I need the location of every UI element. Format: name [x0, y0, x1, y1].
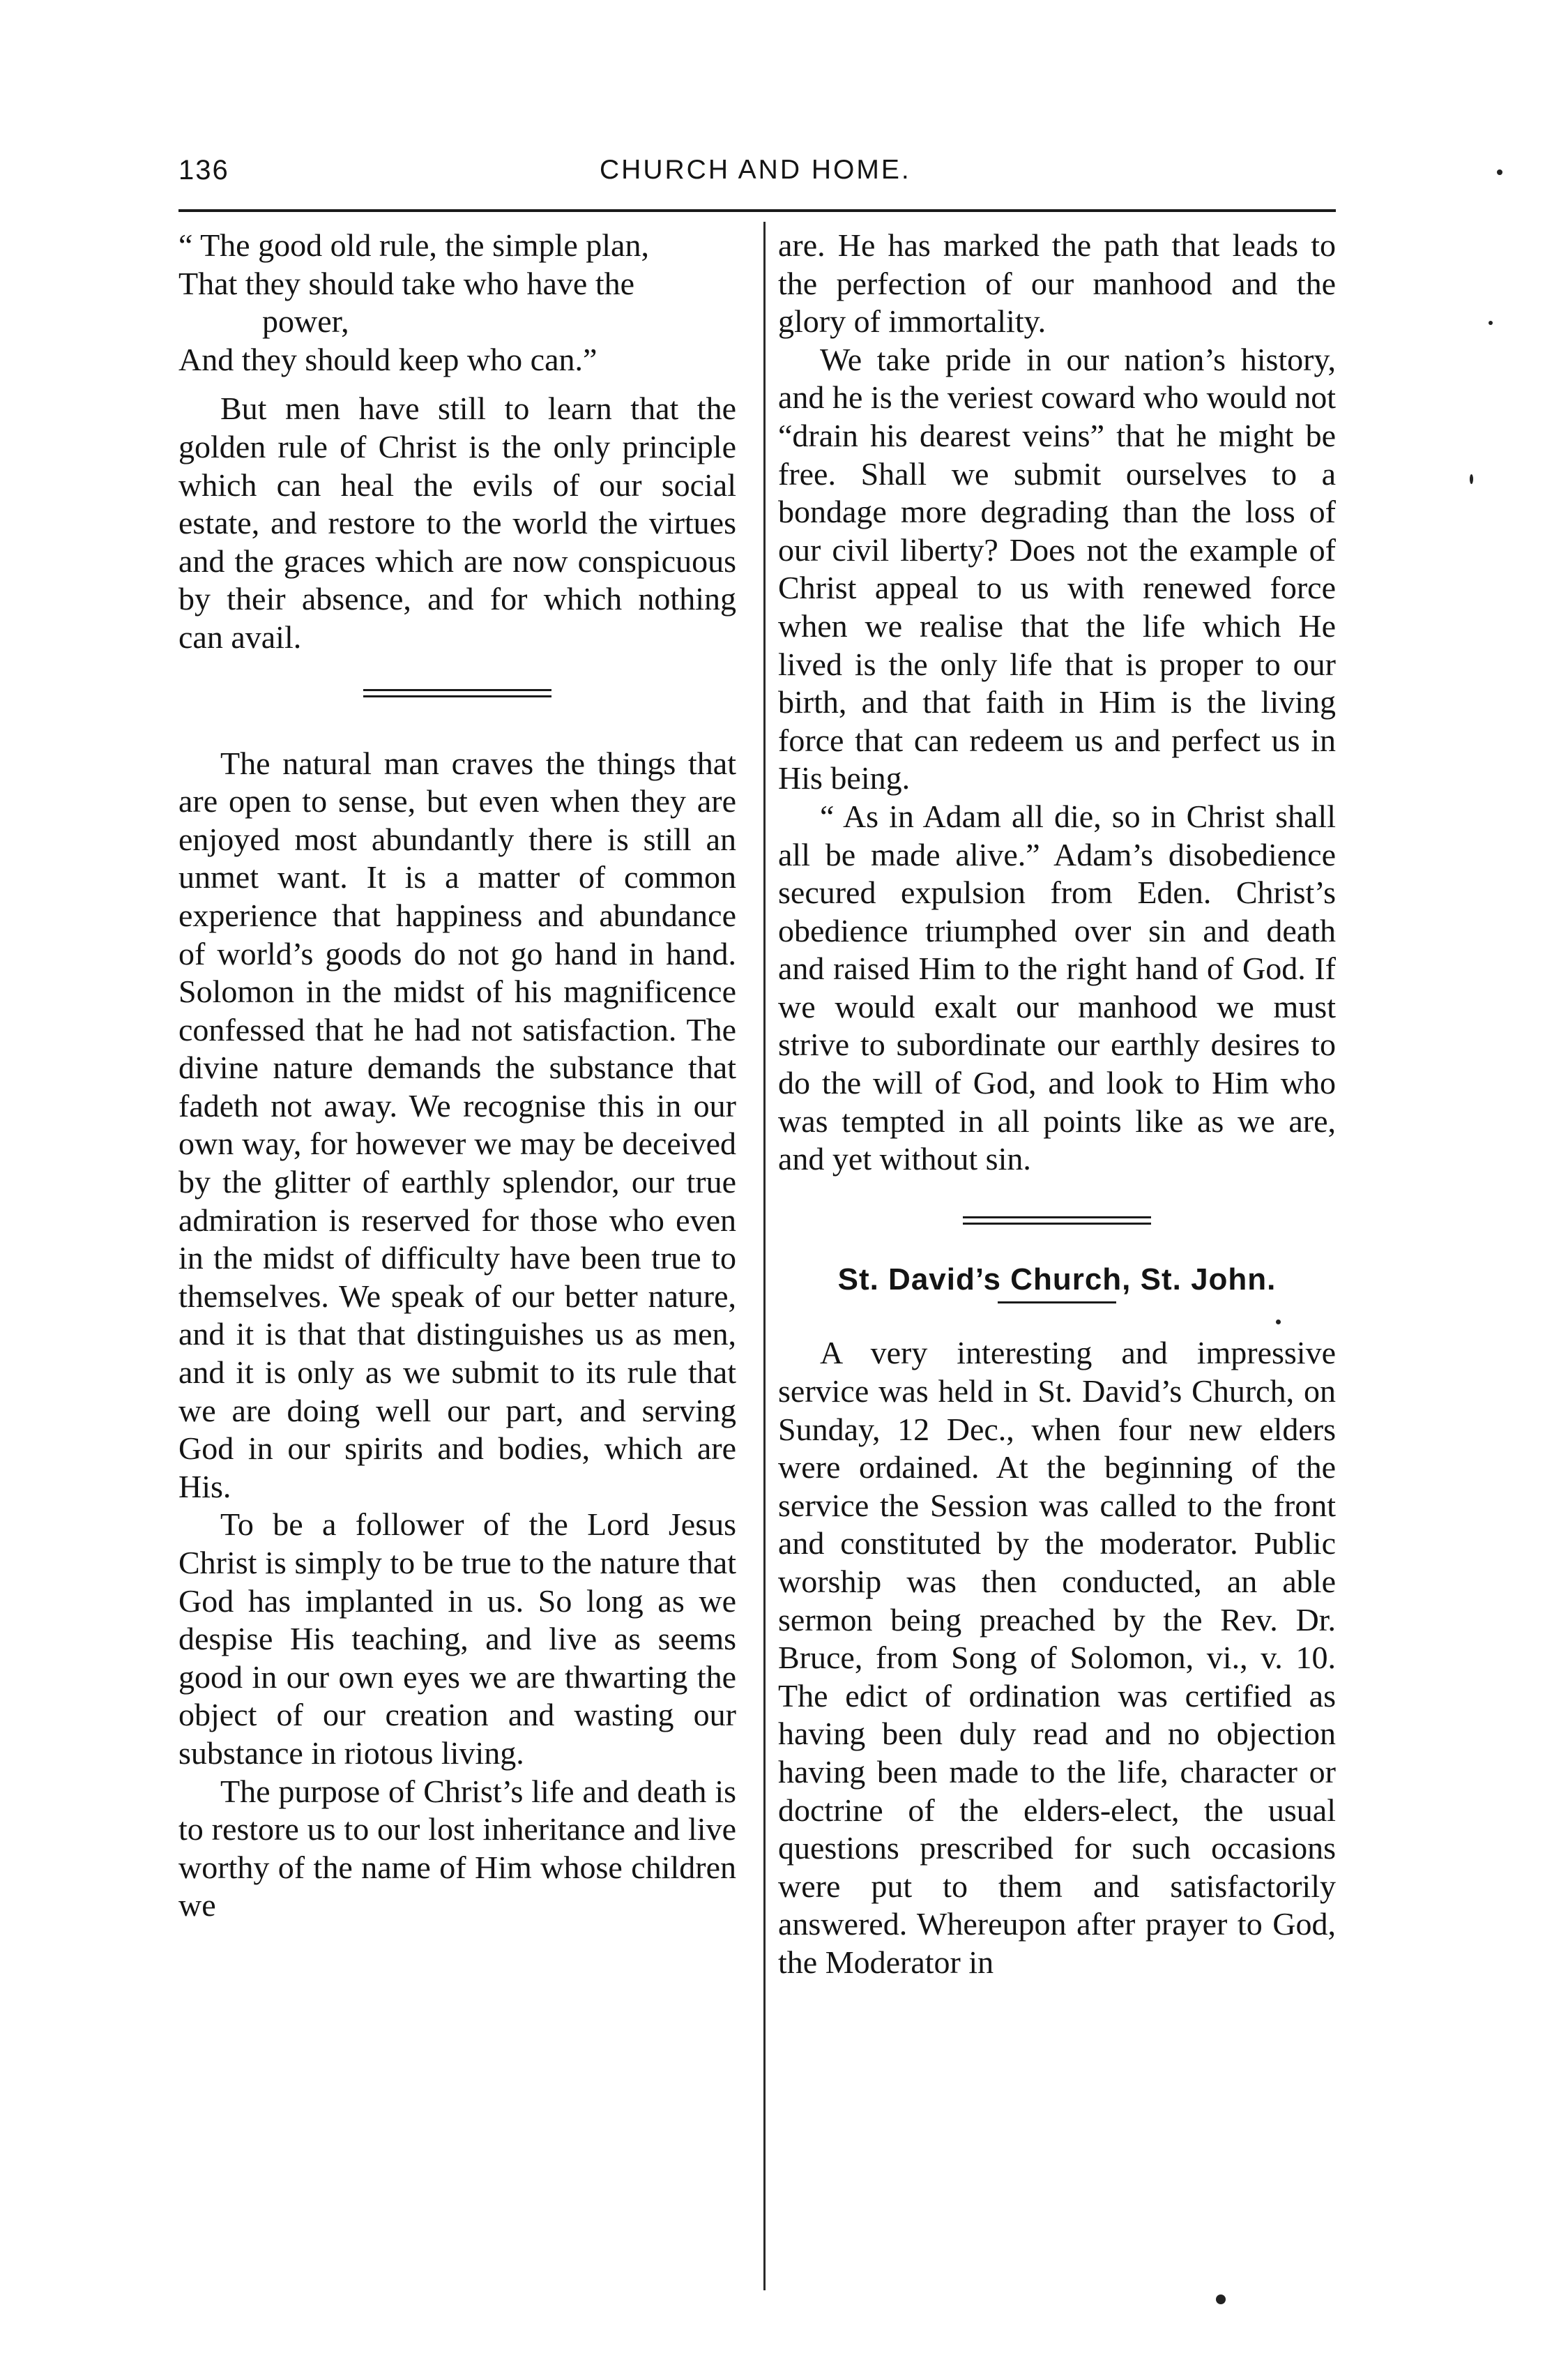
page-header [178, 155, 1330, 195]
scan-speck [1216, 2294, 1226, 2304]
left-column [178, 227, 736, 1925]
section-divider [363, 689, 551, 697]
page-number: 136 [178, 155, 229, 186]
paragraph: The natural man craves the things that are open to sense, but even when they are enjoyed most abundantly there is still an unmet want. It is a matter of common experience that happiness and abundance of world’s goods do not go hand in hand. Solomon in the midst of his magnificence confessed that he had not satisfaction. The divine nature demands the substance that fadeth not away. We recognise this in our own way, for however we may be deceived by the glitter of earthly splendor, our true admiration is reserved for those who even in the midst of difficulty have been true to themselves. We speak of our better nature, and it is that that distinguishes us as men, and it is only as we submit to its rule that we are doing well our part, and serving God in our spirits and bodies, which are His. [178, 745, 736, 1504]
paragraph: To be a follower of the Lord Jesus Christ is simply to be true to the nature that God has implanted in us. So long as we despise His teaching, and live as seems good in our own eyes we are thwarting the object of our creation and wasting our substance in riotous living. [178, 1506, 736, 1771]
scan-speck [1497, 169, 1502, 175]
poem-line: “ The good old rule, the simple plan, [178, 227, 649, 263]
scan-speck [1470, 474, 1473, 484]
poem-quotation [178, 227, 736, 379]
poem-line: And they should keep who can.” [178, 341, 597, 377]
section-heading: St. David’s Church, St. John. [837, 1262, 1277, 1296]
paragraph: We take pride in our nation’s history, and he is the veriest coward who would not “drain his dearest veins” that he might be free. Shall we submit ourselves to a bondage more degrading than the loss of our civil liberty? Does not the example of Christ appeal to us with renewed force when we realise that the life which He lived is the only life that is proper to our birth, and that faith in Him is the living force that can redeem us and perfect us in His being. [778, 341, 1336, 796]
column-divider [763, 222, 766, 2290]
running-head: CHURCH AND HOME. [600, 155, 911, 185]
poem-line: power, [262, 303, 349, 340]
scan-speck [1489, 321, 1493, 325]
header-rule [178, 209, 1336, 212]
paragraph: A very interesting and impressive service was held in St. David’s Church, on Sunday, 12 Dec., when four new elders were ordained. At the beginning of the service the Session was called to the front and constituted by the moderator. Public worship was then conducted, an able sermon being preached by the Rev. Dr. Bruce, from Song of Solomon, vi., v. 10. The edict of ordination was certified as having been duly read and no objection having been made to the life, character or doctrine of the elders-elect, the usual questions prescribed for such occasions were put to them and satisfactorily answered. Whereupon after prayer to God, the Moderator in [778, 1335, 1336, 1980]
section-divider [963, 1216, 1151, 1225]
right-column [778, 227, 1336, 1982]
paragraph: “ As in Adam all die, so in Christ shall all be made alive.” Adam’s disobedience secured expulsion from Eden. Christ’s obedience triumphed over sin and death and raised Him to the right hand of God. If we would exalt our manhood we must strive to subordinate our earthly desires to do the will of God, and look to Him who was tempted in all points like as we are, and yet without sin. [778, 798, 1336, 1177]
scan-speck [1276, 1320, 1281, 1324]
paragraph: The purpose of Christ’s life and death is to restore us to our lost inheritance and live worthy of the name of Him whose children we [178, 1773, 736, 1923]
paragraph: are. He has marked the path that leads to the perfection of our manhood and the glory of immortality. [778, 227, 1336, 340]
poem-line: That they should take who have the [178, 265, 635, 301]
paragraph: But men have still to learn that the golden rule of Christ is the only principle which can heal the evils of our social estate, and restore to the world the virtues and the graces which are now conspicuous by their absence, and for which nothing can avail. [178, 391, 736, 655]
